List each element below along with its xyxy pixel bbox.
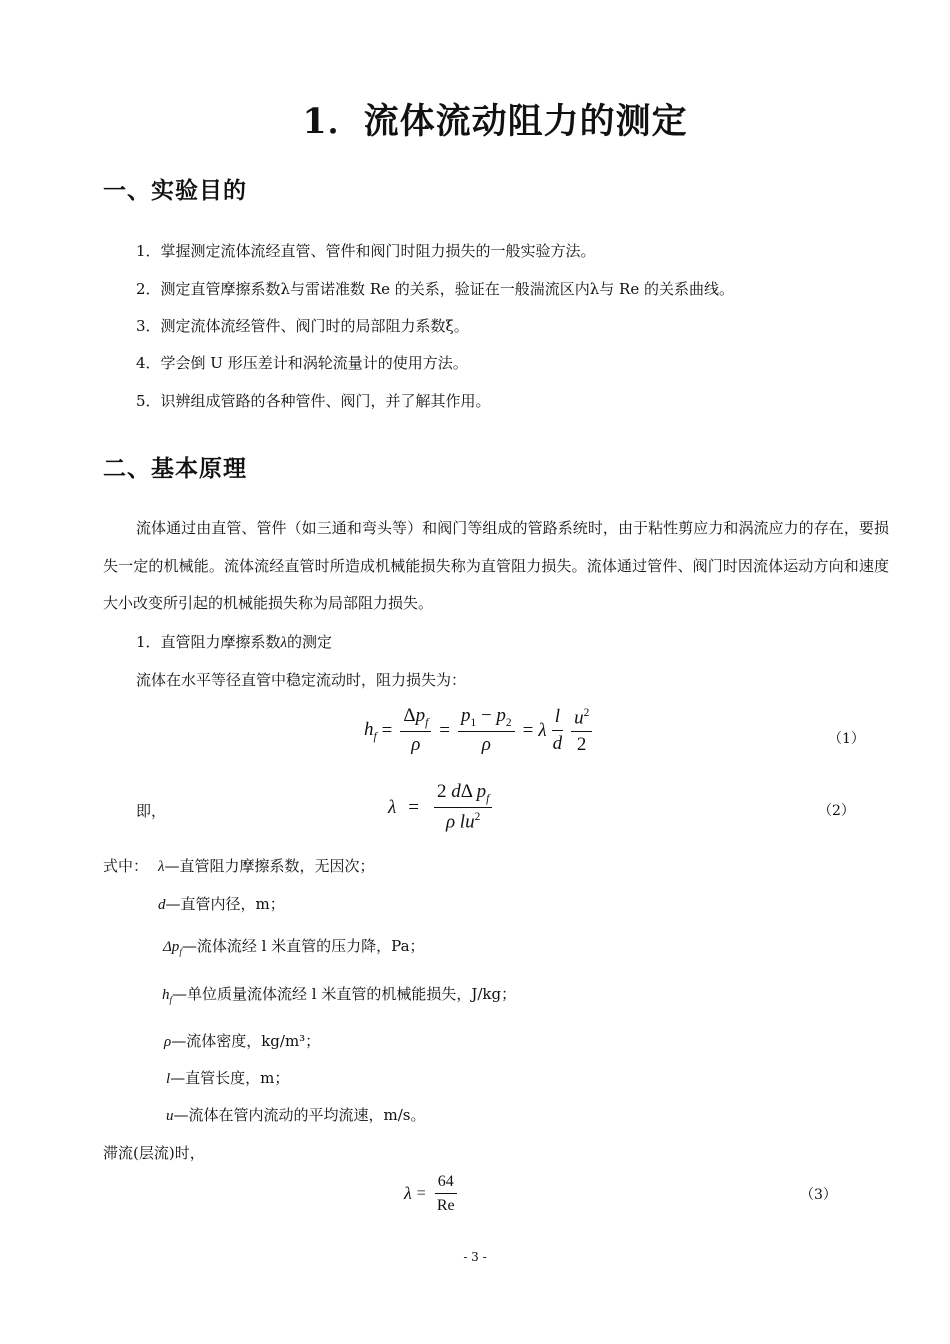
- def-text: —流体密度，kg/m³；: [171, 1032, 321, 1050]
- def-text: —直管长度，m；: [170, 1069, 290, 1087]
- def-delta-pf: [163, 935, 425, 957]
- flow-description: 流体在水平等径直管中稳定流动时，阻力损失为：: [136, 671, 467, 689]
- def-d: [158, 893, 285, 914]
- def-text: —直管内径，m；: [165, 895, 285, 913]
- subsection-1-suffix: 的测定: [287, 633, 333, 651]
- def-rho: [164, 1030, 320, 1051]
- equation-1-number: （1）: [828, 731, 865, 747]
- equation-2-number: （2）: [818, 803, 855, 819]
- equation-2: λ = $\frac{2 d\Delta p_f}{\rho lu^2}$: [388, 782, 495, 834]
- page-title: 1．流体流动阻力的测定: [302, 101, 688, 142]
- def-text: —直管阻力摩擦系数，无因次；: [164, 857, 375, 875]
- where-label: 式中：: [103, 857, 149, 875]
- equation-1: $h_f$ = $\frac{\Delta p_f}{\rho}$ = $\frac{p_1 - p_2}{\rho}$ = λ $\frac{l}{d}$ $\frac{u^2}{2}$: [364, 706, 595, 756]
- equation-3: λ = $\frac{64}{Re}$: [404, 1173, 461, 1214]
- objective-item-2: 2．测定直管摩擦系数λ与雷诺准数 Re 的关系，验证在一般湍流区内λ与 Re 的关系曲线。: [136, 280, 734, 298]
- def-hf: [162, 983, 516, 1005]
- def-symbol: h: [162, 987, 170, 1003]
- def-symbol: l: [166, 1071, 171, 1087]
- def-symbol: u: [166, 1108, 174, 1124]
- def-symbol: Δp: [163, 939, 180, 955]
- objective-item-1: 1．掌握测定流体流经直管、管件和阀门时阻力损失的一般实验方法。: [136, 242, 596, 260]
- section-heading-principles: 二、基本原理: [103, 456, 247, 482]
- subsection-1-prefix: 1．直管阻力摩擦系数: [136, 633, 281, 651]
- def-symbol: λ: [158, 859, 165, 875]
- equation-3-number: （3）: [800, 1187, 837, 1203]
- section-heading-objectives: 一、实验目的: [103, 178, 247, 204]
- def-symbol: d: [158, 897, 166, 913]
- def-text: —流体在管内流动的平均流速，m/s。: [173, 1106, 426, 1124]
- def-subscript: f: [179, 947, 182, 957]
- def-l: [166, 1067, 289, 1088]
- def-u: [166, 1104, 425, 1125]
- principles-intro-paragraph: 流体通过由直管、管件（如三通和弯头等）和阀门等组成的管路系统时，由于粘性剪应力和涡流应力的存在，要损失一定的机械能。流体流经直管时所造成机械能损失称为直管阻力损失。流体通过管件、阀门时因流体运动方向和速度大小改变所引起的机械能损失称为局部阻力损失。: [103, 519, 889, 612]
- def-text: —单位质量流体流经 l 米直管的机械能损失，J/kg；: [172, 985, 517, 1003]
- def-subscript: f: [169, 995, 173, 1005]
- laminar-label: 滞流(层流)时，: [103, 1144, 205, 1162]
- objective-item-5: 5．识辨组成管路的各种管件、阀门，并了解其作用。: [136, 392, 491, 410]
- lambda-symbol: λ: [280, 635, 288, 651]
- def-lambda: [158, 855, 375, 876]
- page-number: - 3 -: [463, 1250, 487, 1264]
- def-text: —流体流经 l 米直管的压力降，Pa；: [181, 937, 425, 955]
- objective-item-4: 4．学会倒 U 形压差计和涡轮流量计的使用方法。: [136, 354, 468, 372]
- equation-2-prefix: 即，: [136, 802, 167, 820]
- objective-item-3: 3．测定流体流经管件、阀门时的局部阻力系数ξ。: [136, 317, 469, 335]
- subsection-1-heading: [136, 631, 332, 652]
- def-symbol: ρ: [164, 1034, 172, 1050]
